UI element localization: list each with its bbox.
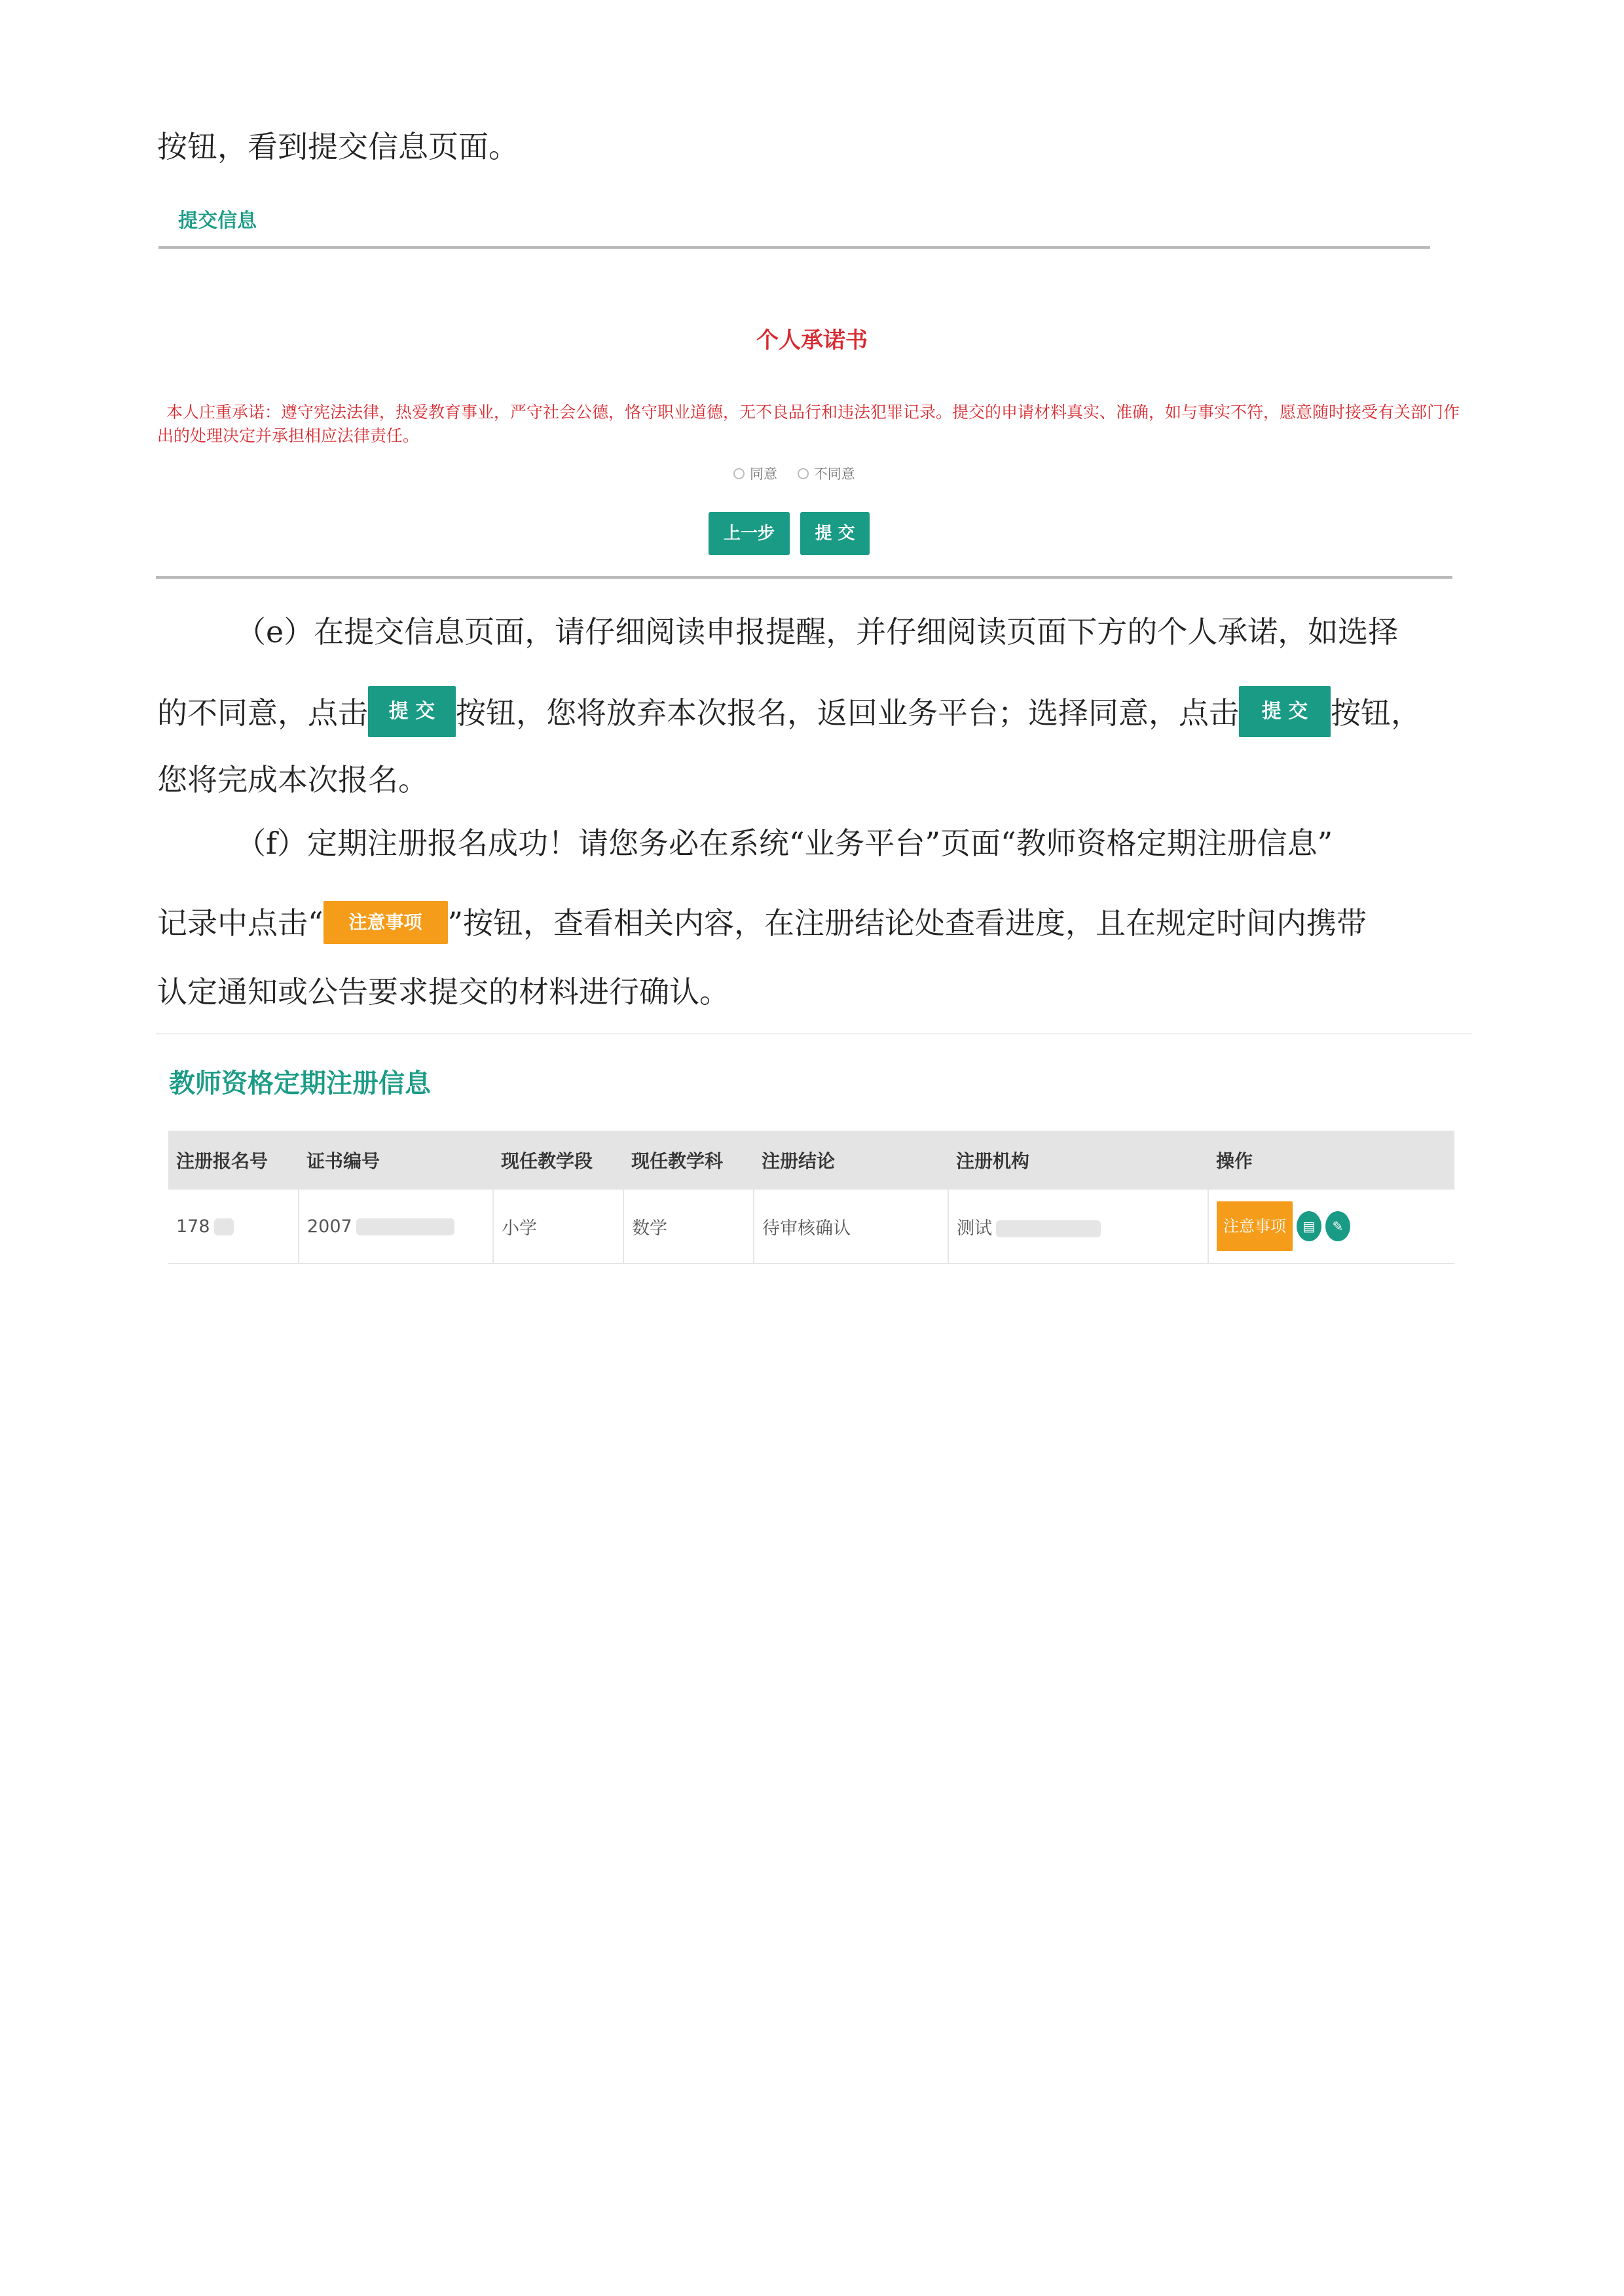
notice-button[interactable]: 注意事项 [1217, 1201, 1293, 1251]
cell-cert-no [299, 1190, 493, 1264]
submit-button-inline-2[interactable]: 提 交 [1239, 686, 1331, 737]
para-f-line1: （f）定期注册报名成功！请您务必在系统“业务平台”页面“教师资格定期注册信息” [236, 826, 1333, 861]
table-frame-top [156, 1033, 1472, 1034]
redacted-mark [214, 1218, 234, 1235]
col-stage: 现任教学段 [493, 1131, 623, 1190]
col-agency: 注册机构 [948, 1131, 1208, 1190]
table-title: 教师资格定期注册信息 [169, 1068, 431, 1099]
agency-value: 测试 [957, 1218, 992, 1239]
col-subject: 现任教学科 [623, 1131, 754, 1190]
agree-radio-group [733, 464, 871, 483]
submit-button[interactable]: 提 交 [800, 512, 870, 555]
table-header-row [168, 1131, 1454, 1190]
reg-no-value: 178 [176, 1216, 210, 1237]
submit-button-inline-1[interactable]: 提 交 [368, 686, 456, 737]
col-cert-no: 证书编号 [299, 1131, 493, 1190]
promise-title: 个人承诺书 [756, 327, 868, 354]
cell-conclusion: 待审核确认 [754, 1190, 948, 1264]
para-e-line2 [157, 694, 1473, 737]
promise-text: 本人庄重承诺：遵守宪法法律，热爱教育事业，严守社会公德，恪守职业道德，无不良品行和违法犯罪记录。提交的申请材料真实、准确，如与事实不符，愿意随时接受有关部门作出的处理决定并承担相应法律责任。 [157, 403, 1460, 445]
view-icon[interactable]: ▤ [1297, 1211, 1321, 1241]
tab-submit-info[interactable]: 提交信息 [178, 210, 257, 232]
table-row [168, 1190, 1454, 1264]
divider-top [158, 246, 1430, 249]
intro-text: 按钮，看到提交信息页面。 [157, 129, 519, 164]
para-f-line3: 认定通知或公告要求提交的材料进行确认。 [157, 974, 729, 1010]
cell-stage: 小学 [493, 1190, 623, 1264]
cell-subject: 数学 [623, 1190, 754, 1264]
para-f-text-b: ”按钮，查看相关内容，在注册结论处查看进度，且在规定时间内携带 [447, 905, 1367, 941]
agree-radio[interactable] [733, 468, 745, 479]
registration-table [168, 1131, 1454, 1264]
divider-bottom [156, 576, 1452, 579]
cell-reg-no [168, 1190, 299, 1264]
cert-no-value: 2007 [307, 1216, 352, 1237]
prev-step-button[interactable]: 上一步 [709, 512, 790, 555]
para-f-line2 [157, 905, 1473, 944]
disagree-radio[interactable] [798, 468, 809, 479]
agree-label: 同意 [750, 466, 777, 482]
col-reg-no: 注册报名号 [168, 1131, 299, 1190]
redacted-mark [996, 1220, 1101, 1237]
print-icon[interactable]: ✎ [1325, 1211, 1350, 1241]
col-operation: 操作 [1208, 1131, 1454, 1190]
para-e-text-c: 按钮， [1331, 695, 1421, 731]
cell-operation [1208, 1190, 1454, 1264]
para-f-text-a: 记录中点击“ [157, 905, 323, 941]
para-e-line3: 您将完成本次报名。 [157, 762, 428, 797]
para-e-line1: （e）在提交信息页面，请仔细阅读申报提醒，并仔细阅读页面下方的个人承诺，如选择 [236, 614, 1399, 649]
redacted-mark [356, 1218, 454, 1235]
col-conclusion: 注册结论 [754, 1131, 948, 1190]
cell-agency [948, 1190, 1208, 1264]
para-e-text-b: 按钮，您将放弃本次报名，返回业务平台；选择同意，点击 [456, 695, 1239, 731]
disagree-label: 不同意 [813, 466, 855, 482]
para-e-text-a: 的不同意，点击 [157, 695, 368, 731]
notice-button-inline[interactable]: 注意事项 [323, 901, 448, 944]
